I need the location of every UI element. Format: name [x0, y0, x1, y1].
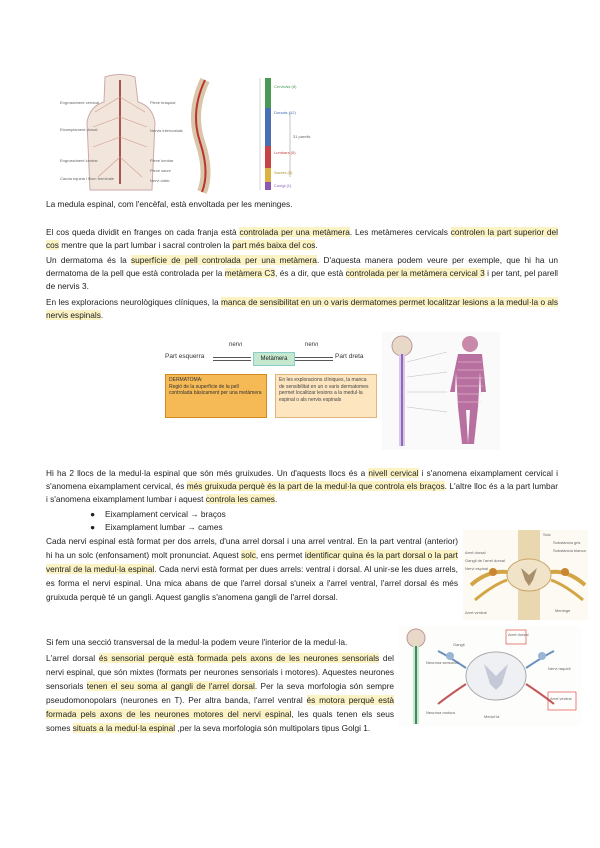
highlighted-text: tenen el seu soma al gangli de l'arrel dorsal: [86, 681, 255, 691]
dermatome-body-figure: [382, 332, 500, 450]
text-run: . L'altre lloc és a la part lumbar i s'anomena eixamplament lumbar i aquest: [46, 481, 558, 504]
arrow-right-2: [295, 360, 333, 361]
text-run: Hi ha 2 llocs de la medul·la espinal que són més gruixudes. Un d'aquests llocs és a: [46, 468, 369, 478]
highlighted-text: nivell cervical: [368, 468, 419, 478]
highlighted-text: identificar quina és la part dorsal o la part ventral de la medul·la espinal: [46, 550, 458, 574]
highlighted-text: més gruixuda perquè és la part de la medul·la que controla els braços: [186, 481, 445, 491]
text-run: i s'anomena eixamplament cervical i s'anomena eixamplament cervical, és: [46, 468, 558, 491]
text-run: , ens permet: [255, 550, 305, 560]
text-run: del nervi espinal, que són mixtes (formats per neurones sensorials i motores). Aquestes neurones sensorials: [46, 653, 394, 691]
highlighted-text: situats a la medul·la espinal: [72, 723, 176, 733]
paragraph-arrel-dorsal: [46, 651, 394, 735]
text-run: En les exploracions neurològiques clíniques, la: [46, 297, 221, 307]
cross-label: Arrel ventral: [550, 696, 572, 701]
highlighted-text: controlada per la metàmera cervical 3: [345, 268, 485, 278]
highlighted-text: és motora perquè està formada pels axons de les neurones motores del nervi espinal: [46, 695, 394, 719]
text-run: . D'aquesta manera podem veure per exemple, que hi ha un dermatoma de la pell que està controlada per la: [46, 255, 559, 278]
right-label: Dorsals (12): [274, 110, 296, 115]
highlighted-text: manca de sensibilitat en un o varis dermatomes permet localitzar lesions a la medul·la o als nervis espinals: [46, 297, 558, 320]
root-label: Meninge: [555, 608, 571, 613]
figure-caption: La medula espinal, com l'encèfal, està envoltada per les meninges.: [46, 199, 293, 209]
arrow-left: [213, 357, 251, 358]
root-label: Gangli de l'arrel dorsal: [465, 558, 505, 563]
dermatoma-text: Regió de la superfície de la pell controlada bàsicament per una metàmera: [169, 383, 262, 396]
right-label: Lumbars (5): [274, 150, 296, 155]
text-run: El cos queda dividit en franges on cada franja està: [46, 227, 240, 237]
cross-label: Arrel dorsal: [508, 632, 529, 637]
left-label: Eixamplament dorsal: [60, 127, 98, 132]
root-label: Solc: [543, 532, 551, 537]
right-label: Sacres (5): [274, 170, 293, 175]
metamera-box: Metàmera: [253, 352, 295, 366]
mid-label: Nervis intercostals: [150, 128, 183, 133]
right-label: Coxígi (1): [274, 183, 292, 188]
highlighted-text: controlen la part superior del cos: [46, 227, 558, 250]
root-label: Nervi espinal: [465, 566, 489, 571]
mid-label: Nervi ciàtic: [150, 178, 170, 183]
highlighted-text: controla les cames: [205, 494, 275, 504]
left-label: Engrossiment lumbar: [60, 158, 98, 163]
root-label: Arrel dorsal: [465, 550, 486, 555]
highlighted-text: és sensorial perquè està formada pels axons de les neurones sensorials: [98, 653, 380, 663]
bullet-item: ● Eixamplament lumbar → cames: [90, 522, 223, 532]
text-run: .: [315, 240, 318, 250]
paragraph-arrels: [46, 534, 458, 604]
root-label: Substància gris: [553, 540, 581, 545]
text-run: Cada nervi espinal està format per dos arrels, d'una arrel dorsal i una arrel ventral. En la part ventral (anterior) hi ha un solc (enfonsament) molt pronunciat. Aquest: [46, 536, 458, 560]
right-side-label: Part dreta: [335, 353, 364, 360]
spinal-root-figure: [463, 530, 588, 620]
nerve-label-right: nervi: [305, 342, 319, 348]
cross-label: Medul·la: [484, 714, 500, 719]
dermatoma-title: DERMATOMA:: [169, 377, 203, 383]
right-label: Cervicals (8): [274, 84, 297, 89]
mid-label: Plexe lumbar: [150, 158, 174, 163]
mid-label: Plexe braquial: [150, 100, 176, 105]
root-label: Arrel ventral: [465, 610, 487, 615]
dermatome-illustration: [382, 332, 500, 450]
highlighted-text: solc: [241, 550, 256, 560]
text-run: , és a dir, que està: [275, 268, 346, 278]
text-run: Si fem una secció transversal de la medul·la podem veure l'interior de la medul·la.: [46, 637, 348, 647]
text-run: mentre que la part lumbar i sacral controlen la: [58, 240, 233, 250]
right-note: 31 parells: [293, 134, 311, 139]
text-run: Un dermatoma és la: [46, 255, 132, 265]
highlighted-text: metàmera C3: [224, 268, 276, 278]
exploracions-box: En les exploracions clíniques, la manca de sensibilitat en un o varis dermatomes permet localitzar lesions a la medul·la espinal o als nervis espinals: [275, 374, 377, 418]
left-side-label: Part esquerra: [165, 353, 205, 360]
text-run: ,per la seva morfologia són multipolars tipus Golgi 1.: [175, 723, 371, 733]
highlighted-text: superfície de pell controlada per una metàmera: [131, 255, 317, 265]
root-label: Substància blanca: [553, 548, 586, 553]
text-run: i per tant, pel parell de nervis 3.: [46, 268, 559, 291]
text-run: . Per la seva morfologia són sempre pseudomonopolars (neurones en T). Per altra banda, l'arrel ventral: [46, 681, 394, 705]
metamera-diagram: [165, 342, 380, 420]
cross-label: Neurona sensorial: [426, 660, 459, 665]
paragraph-engrossiments: [46, 467, 558, 506]
mid-label: Plexe sacre: [150, 168, 171, 173]
spinal-nerves-figure: [60, 72, 315, 197]
paragraph-exploracions: [46, 296, 558, 322]
text-run: L'arrel dorsal: [46, 653, 99, 663]
text-run: , les quals tenen els seus somes: [46, 709, 395, 733]
paragraph-seccio: [46, 636, 406, 649]
bullet-text: Eixamplament cervical → braços: [105, 509, 226, 519]
text-run: .: [100, 310, 104, 320]
text-run: . Cada nervi està format per dues arrels: ventral i dorsal. Al unir-se les dues arrels, es forma el nervi espinal. Una mica abans de que l'arrel dorsal s'uneix a l'arrel ventral, l'arrel dorsal és més gruixuda perquè té un gangli. Aquest ganglis s'anomena gangli de l'arrel dorsal.: [46, 564, 458, 602]
cross-label: Gangli: [453, 642, 465, 647]
bullet-list: [90, 508, 226, 534]
bullet-item: ● Eixamplament cervical → braços: [90, 509, 226, 519]
paragraph-metamera: [46, 226, 558, 252]
highlighted-text: controlada per una metàmera: [239, 227, 350, 237]
text-run: .: [274, 494, 278, 504]
spinal-cross-section-figure: [398, 626, 581, 726]
arrow-left-2: [213, 360, 251, 361]
text-run: . Les metàmeres cervicals: [349, 227, 451, 237]
cross-label: Neurona motora: [426, 710, 455, 715]
paragraph-dermatoma: [46, 254, 558, 293]
cross-label: Nervi raquidi: [548, 666, 571, 671]
nerve-label-left: nervi: [229, 342, 243, 348]
highlighted-text: part més baixa del cos: [232, 240, 316, 250]
left-label: Cauda equina i filum terminale: [60, 176, 115, 181]
bullet-text: Eixamplament lumbar → cames: [105, 522, 223, 532]
arrow-right: [295, 357, 333, 358]
dermatoma-box: [165, 374, 267, 418]
left-label: Engrossiment cervical: [60, 100, 100, 105]
